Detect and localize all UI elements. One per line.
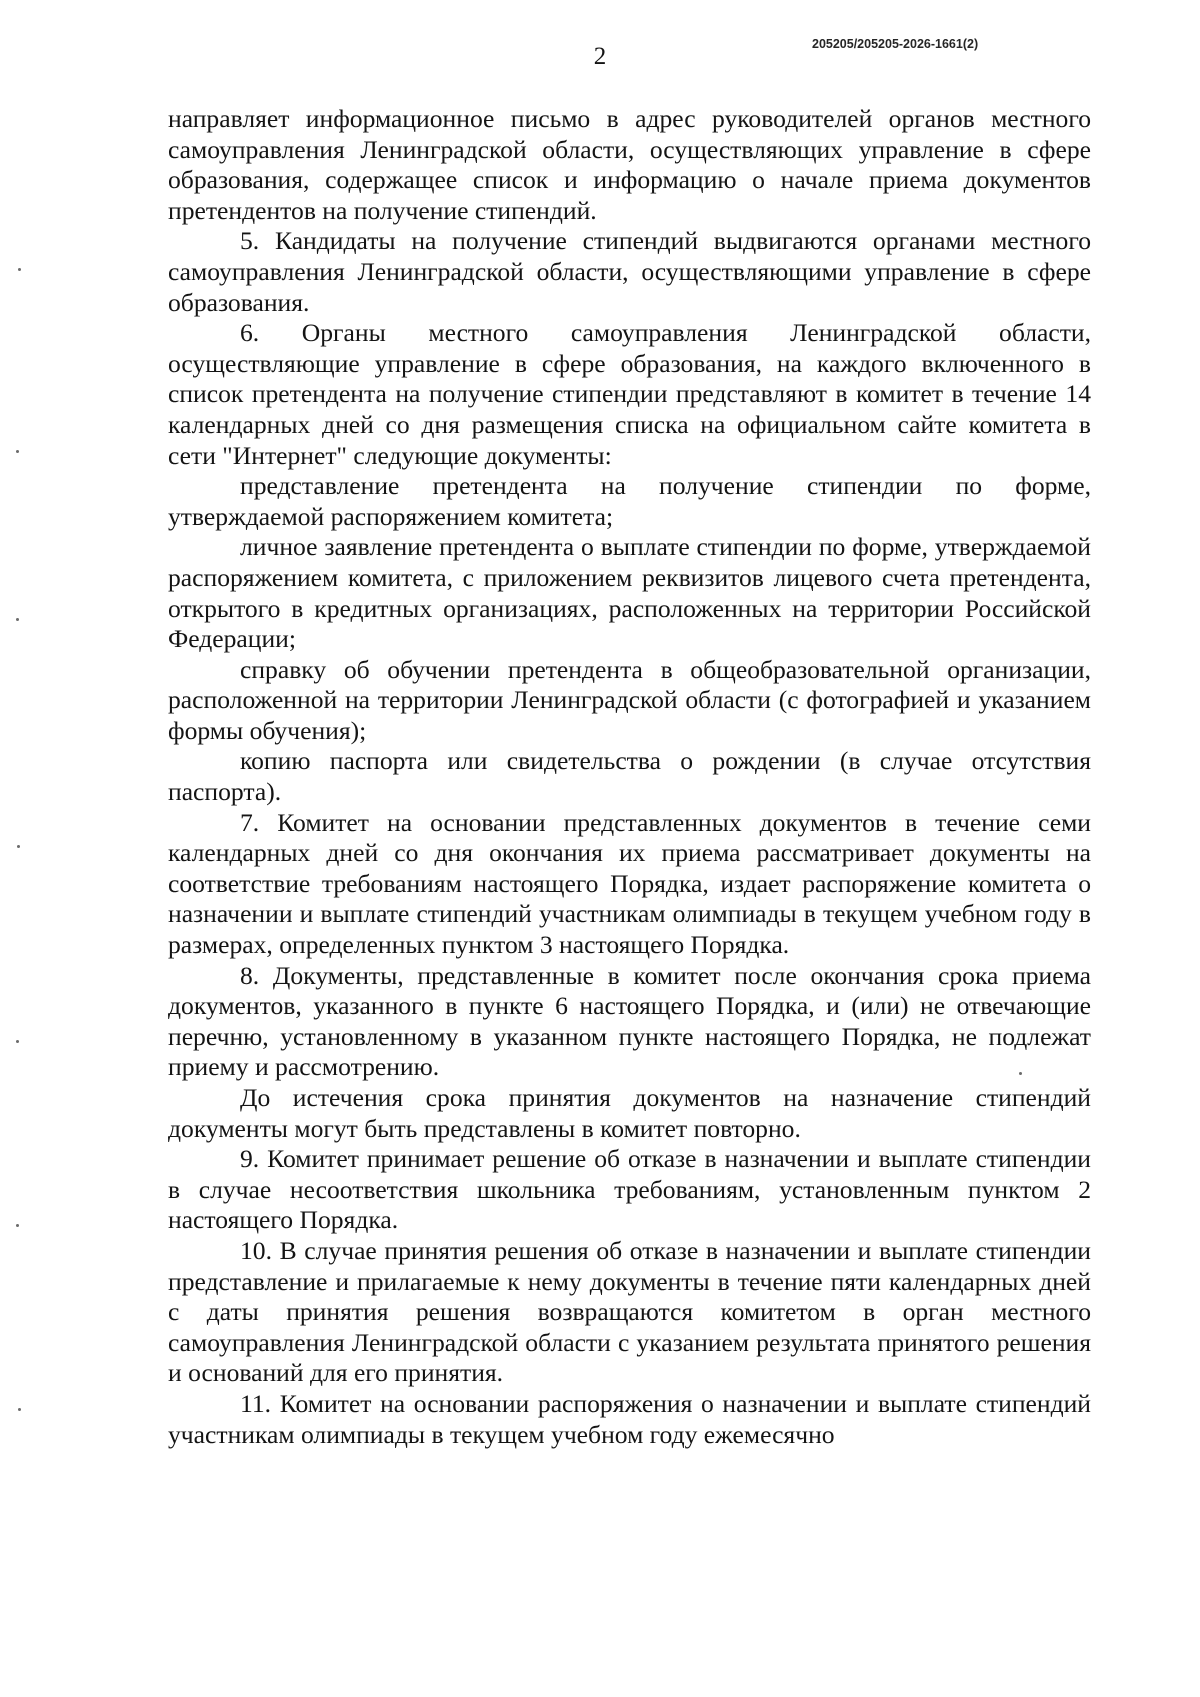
- paragraph-resubmission: До истечения срока принятия документов на назначение стипендий документы могут быть представлены в комитет повторно.: [168, 1083, 1091, 1143]
- scan-margin-dot: [16, 1224, 19, 1227]
- scan-margin-dot: [17, 845, 20, 848]
- paragraph-document-representation: представление претендента на получение стипендии по форме, утверждаемой распоряжением комитета;: [168, 471, 1091, 531]
- paragraph-continuation: направляет информационное письмо в адрес руководителей органов местного самоуправления Ленинградской области, осуществляющих управление в сфере образования, содержащее список и информацию о начале приема документов претендентов на получение стипендий.: [168, 104, 1091, 225]
- scan-margin-dot: [16, 618, 19, 621]
- paragraph-item-5: 5. Кандидаты на получение стипендий выдвигаются органами местного самоуправления Ленинградской области, осуществляющими управление в сфере образования.: [168, 226, 1091, 317]
- paragraph-document-passport: копию паспорта или свидетельства о рождении (в случае отсутствия паспорта).: [168, 746, 1091, 807]
- paragraph-document-application: личное заявление претендента о выплате стипендии по форме, утверждаемой распоряжением комитета, с приложением реквизитов лицевого счета претендента, открытого в кредитных организациях, расположенных на территории Российской Федерации;: [168, 532, 1091, 654]
- paragraph-item-8: 8. Документы, представленные в комитет после окончания срока приема документов, указанного в пункте 6 настоящего Порядка, и (или) не отвечающие перечню, установленному в указанном пункте настоящего Порядка, не подлежат приему и рассмотрению.: [168, 960, 1091, 1082]
- scan-margin-dot: [18, 1408, 21, 1411]
- scan-margin-dot: [18, 268, 21, 271]
- scan-margin-dot: [16, 450, 19, 453]
- paragraph-item-6: 6. Органы местного самоуправления Ленинградской области, осуществляющие управление в сфере образования, на каждого включенного в список претендента на получение стипендии представляют в комитет в течение 14 календарных дней со дня размещения списка на официальном сайте комитета в сети "Интернет" следующие документы:: [168, 318, 1091, 470]
- paragraph-document-certificate: справку об обучении претендента в общеобразовательной организации, расположенной на территории Ленинградской области (с фотографией и указанием формы обучения);: [168, 654, 1091, 745]
- document-body: [168, 104, 1091, 1450]
- paragraph-item-7: 7. Комитет на основании представленных документов в течение семи календарных дней со дня окончания их приема рассматривает документы на соответствие требованиям настоящего Порядка, издает распоряжение комитета о назначении и выплате стипендий участникам олимпиады в текущем учебном году в размерах, определенных пунктом 3 настоящего Порядка.: [168, 807, 1091, 960]
- page-number: 2: [593, 43, 607, 70]
- paragraph-item-10: 10. В случае принятия решения об отказе в назначении и выплате стипендии представление и прилагаемые к нему документы в течение пяти календарных дней с даты принятия решения возвращаются комитетом в орган местного самоуправления Ленинградской области с указанием результата принятого решения и оснований для его принятия.: [168, 1235, 1091, 1388]
- scan-margin-dot: [16, 1040, 19, 1043]
- scan-margin-dot: [1019, 1072, 1022, 1075]
- paragraph-item-11: 11. Комитет на основании распоряжения о назначении и выплате стипендий участникам олимпиады в текущем учебном году ежемесячно: [168, 1388, 1091, 1449]
- document-registration-code: 205205/205205-2026-1661(2): [812, 37, 979, 51]
- paragraph-item-9: 9. Комитет принимает решение об отказе в назначении и выплате стипендии в случае несоответствия школьника требованиям, установленным пунктом 2 настоящего Порядка.: [168, 1144, 1091, 1235]
